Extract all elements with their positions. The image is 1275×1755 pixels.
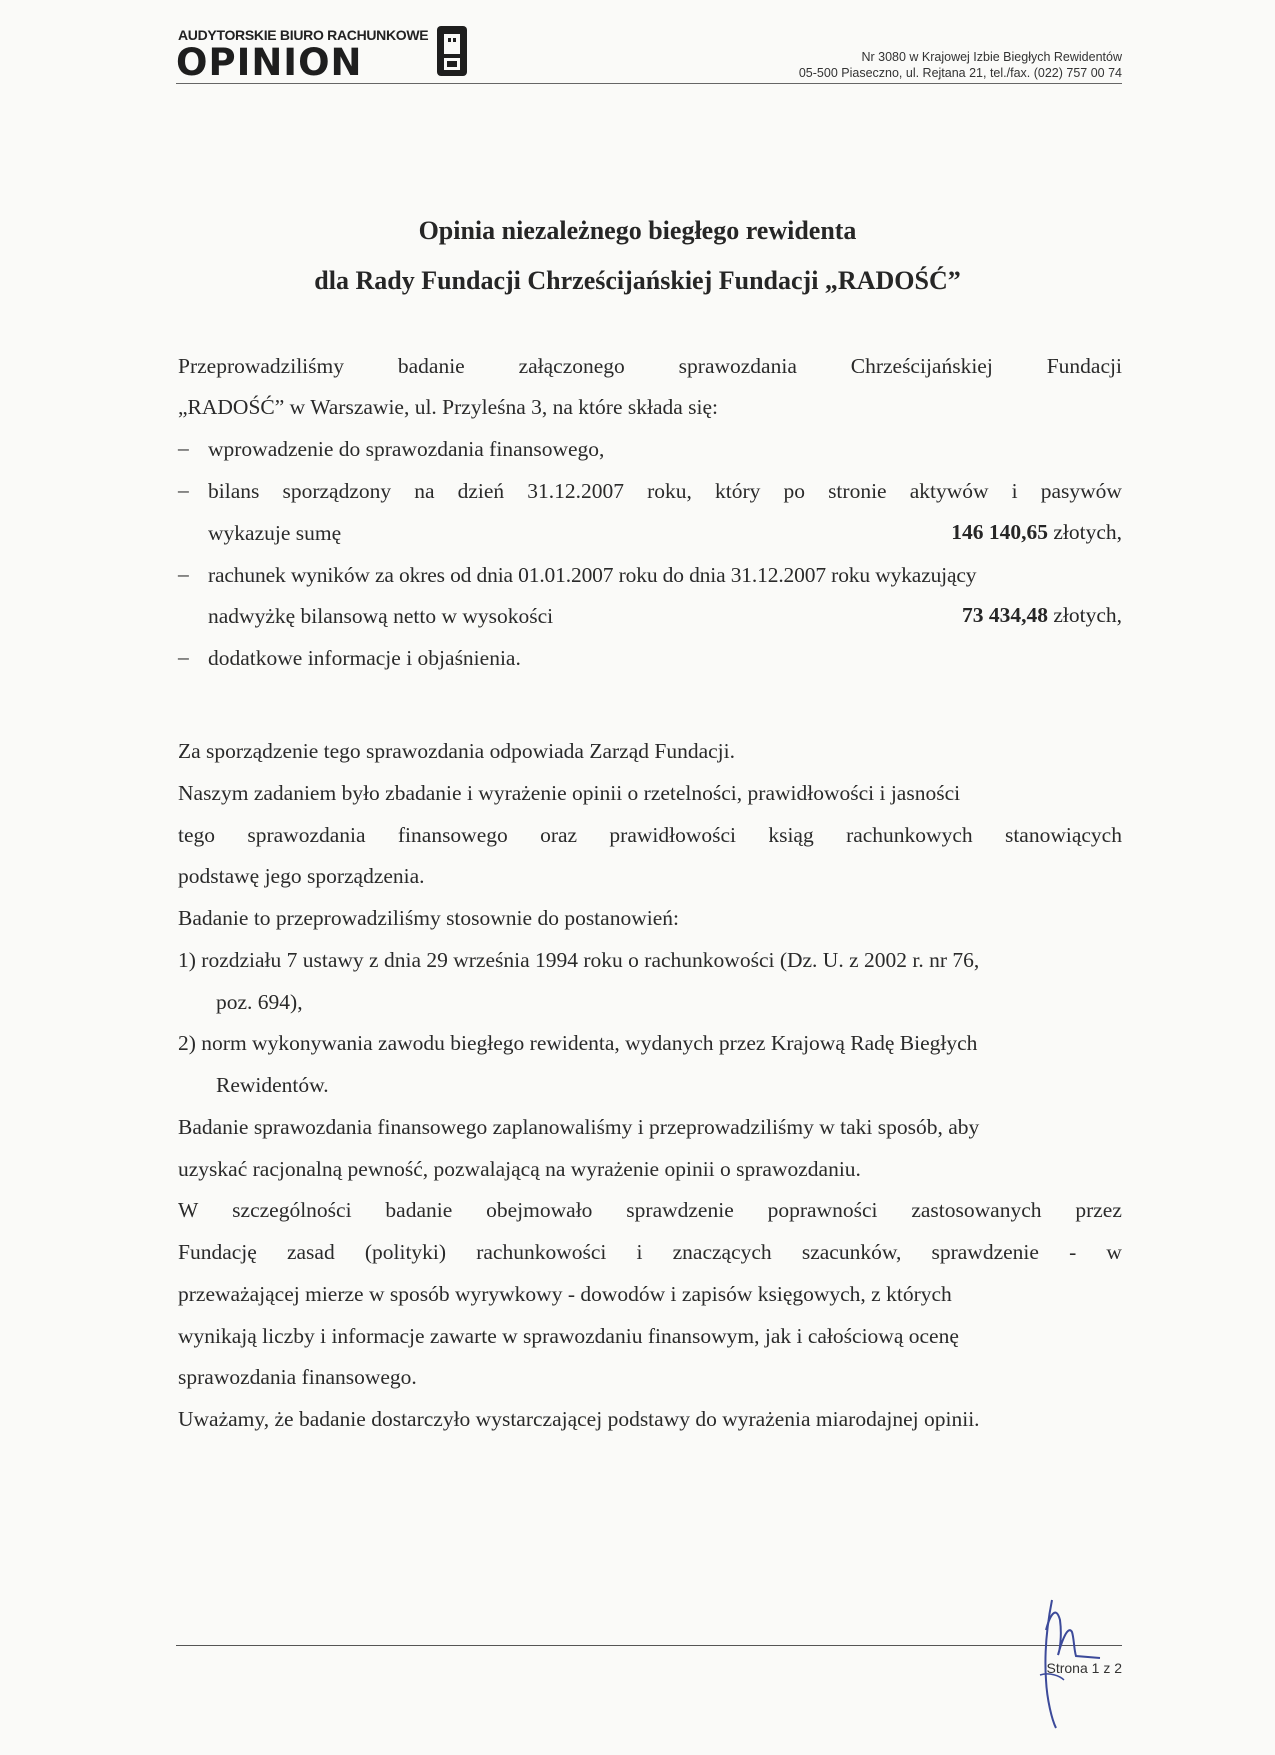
registry-number: Nr 3080 w Krajowej Izbie Biegłych Rewidentów xyxy=(861,50,1122,64)
word: stronie xyxy=(828,479,887,503)
word: 31.12.2007 xyxy=(527,479,624,503)
word: na xyxy=(414,479,435,503)
document-title: Opinia niezależnego biegłego rewidenta xyxy=(418,216,857,245)
word: obejmowało xyxy=(486,1198,593,1222)
word: zastosowanych xyxy=(911,1198,1042,1222)
word: znaczących xyxy=(672,1240,772,1264)
word: Przeprowadziliśmy xyxy=(178,354,344,378)
amount-unit: złotych, xyxy=(1053,520,1122,544)
net-surplus-amount xyxy=(962,603,1122,628)
word: pasywów xyxy=(1040,479,1122,503)
word: przez xyxy=(1075,1198,1122,1222)
word: szczególności xyxy=(232,1198,352,1222)
word: dzień xyxy=(457,479,505,503)
body-paragraph-1: Za sporządzenie tego sprawozdania odpowiada Zarząd Fundacji. xyxy=(178,739,735,763)
numbered-item-2-line-2: Rewidentów. xyxy=(216,1073,329,1097)
word: W xyxy=(178,1198,199,1222)
word: prawidłowości xyxy=(609,823,737,847)
word: sprawozdania xyxy=(678,354,797,378)
brand-logo: OPINION xyxy=(176,41,363,84)
word: zasad xyxy=(286,1240,335,1264)
list-item-4: dodatkowe informacje i objaśnienia. xyxy=(208,646,521,670)
word: finansowego xyxy=(397,823,508,847)
header-divider xyxy=(176,83,1122,84)
numbered-item-2-line-1: 2) norm wykonywania zawodu biegłego rewidenta, wydanych przez Krajową Radę Biegłych xyxy=(178,1031,978,1055)
amount-value: 73 434,48 xyxy=(961,603,1048,627)
intro-line-1 xyxy=(178,353,1122,379)
amount-unit: złotych, xyxy=(1053,603,1122,627)
word: rachunkowych xyxy=(846,823,973,847)
page-number: Strona 1 z 2 xyxy=(1046,1660,1122,1676)
word: - xyxy=(1069,1240,1077,1264)
word: po xyxy=(783,479,805,503)
word: poprawności xyxy=(767,1198,878,1222)
numbered-item-1-line-2: poz. 694), xyxy=(216,990,303,1014)
word: tego xyxy=(178,823,216,847)
word: sprawdzenie xyxy=(626,1198,734,1222)
list-item-1: wprowadzenie do sprawozdania finansowego, xyxy=(208,437,605,461)
list-item-2-line-1 xyxy=(208,478,1122,504)
word: bilans xyxy=(208,479,260,503)
list-dash: – xyxy=(178,478,189,502)
body-paragraph-2-line-2 xyxy=(178,822,1122,848)
body-paragraph-5-line-4: wynikają liczby i informacje zawarte w sprawozdaniu finansowym, jak i całościową ocenę xyxy=(178,1324,959,1348)
list-dash: – xyxy=(178,645,189,669)
body-paragraph-5-line-3: przeważającej mierze w sposób wyrywkowy - dowodów i zapisów księgowych, z których xyxy=(178,1282,952,1306)
list-item-3-line-2: nadwyżkę bilansową netto w wysokości xyxy=(208,604,554,628)
word: sporządzony xyxy=(282,479,392,503)
word: Fundacji xyxy=(1046,354,1122,378)
list-dash: – xyxy=(178,436,189,460)
word: badanie xyxy=(385,1198,453,1222)
word: i xyxy=(1011,479,1018,503)
footer-divider xyxy=(176,1645,1122,1646)
amount-value: 146 140,65 xyxy=(951,520,1048,544)
total-assets-amount xyxy=(951,520,1122,545)
word: który xyxy=(714,479,761,503)
numbered-item-1-line-1: 1) rozdziału 7 ustawy z dnia 29 września 1994 roku o rachunkowości (Dz. U. z 2002 r. nr 76, xyxy=(178,948,980,972)
body-paragraph-5-line-2 xyxy=(178,1239,1122,1265)
logo-mark-icon xyxy=(437,26,467,76)
word: sprawozdania xyxy=(247,823,366,847)
word: szacunków, xyxy=(801,1240,902,1264)
list-item-2-line-2: wykazuje sumę xyxy=(208,521,342,545)
document-subtitle: dla Rady Fundacji Chrześcijańskiej Fundacji „RADOŚĆ” xyxy=(314,266,961,295)
body-paragraph-4-line-2: uzyskać racjonalną pewność, pozwalającą na wyrażenie opinii o sprawozdaniu. xyxy=(178,1157,861,1181)
list-dash: – xyxy=(178,562,189,586)
word: w xyxy=(1106,1240,1122,1264)
word: Fundację xyxy=(178,1240,257,1264)
word: oraz xyxy=(540,823,578,847)
word: rachunkowości xyxy=(476,1240,607,1264)
body-paragraph-2-line-1: Naszym zadaniem było zbadanie i wyrażenie opinii o rzetelności, prawidłowości i jasności xyxy=(178,781,961,805)
word: stanowiących xyxy=(1004,823,1122,847)
body-paragraph-4-line-1: Badanie sprawozdania finansowego zaplanowaliśmy i przeprowadziliśmy w taki sposób, aby xyxy=(178,1115,980,1139)
body-paragraph-6: Uważamy, że badanie dostarczyło wystarczającej podstawy do wyrażenia miarodajnej opinii. xyxy=(178,1407,980,1431)
body-paragraph-5-line-1 xyxy=(178,1197,1122,1223)
word: ksiąg xyxy=(768,823,814,847)
body-paragraph-5-line-5: sprawozdania finansowego. xyxy=(178,1365,417,1389)
header-info xyxy=(799,49,1122,81)
company-line: AUDYTORSKIE BIURO RACHUNKOWE xyxy=(178,27,429,43)
address-line: 05-500 Piaseczno, ul. Rejtana 21, tel./fax. (022) 757 00 74 xyxy=(798,66,1122,80)
signature-icon xyxy=(1030,1580,1110,1730)
word: załączonego xyxy=(518,354,625,378)
list-item-3-line-1: rachunek wyników za okres od dnia 01.01.2007 roku do dnia 31.12.2007 roku wykazujący xyxy=(208,563,977,587)
word: aktywów xyxy=(909,479,989,503)
word: sprawdzenie xyxy=(931,1240,1039,1264)
body-paragraph-2-line-3: podstawę jego sporządzenia. xyxy=(178,864,425,888)
body-paragraph-3: Badanie to przeprowadziliśmy stosownie do postanowień: xyxy=(178,906,679,930)
word: badanie xyxy=(397,354,465,378)
word: Chrześcijańskiej xyxy=(850,354,993,378)
word: (polityki) xyxy=(364,1240,447,1264)
intro-line-2: „RADOŚĆ” w Warszawie, ul. Przyleśna 3, na które składa się: xyxy=(178,395,719,419)
word: i xyxy=(636,1240,643,1264)
word: roku, xyxy=(647,479,692,503)
